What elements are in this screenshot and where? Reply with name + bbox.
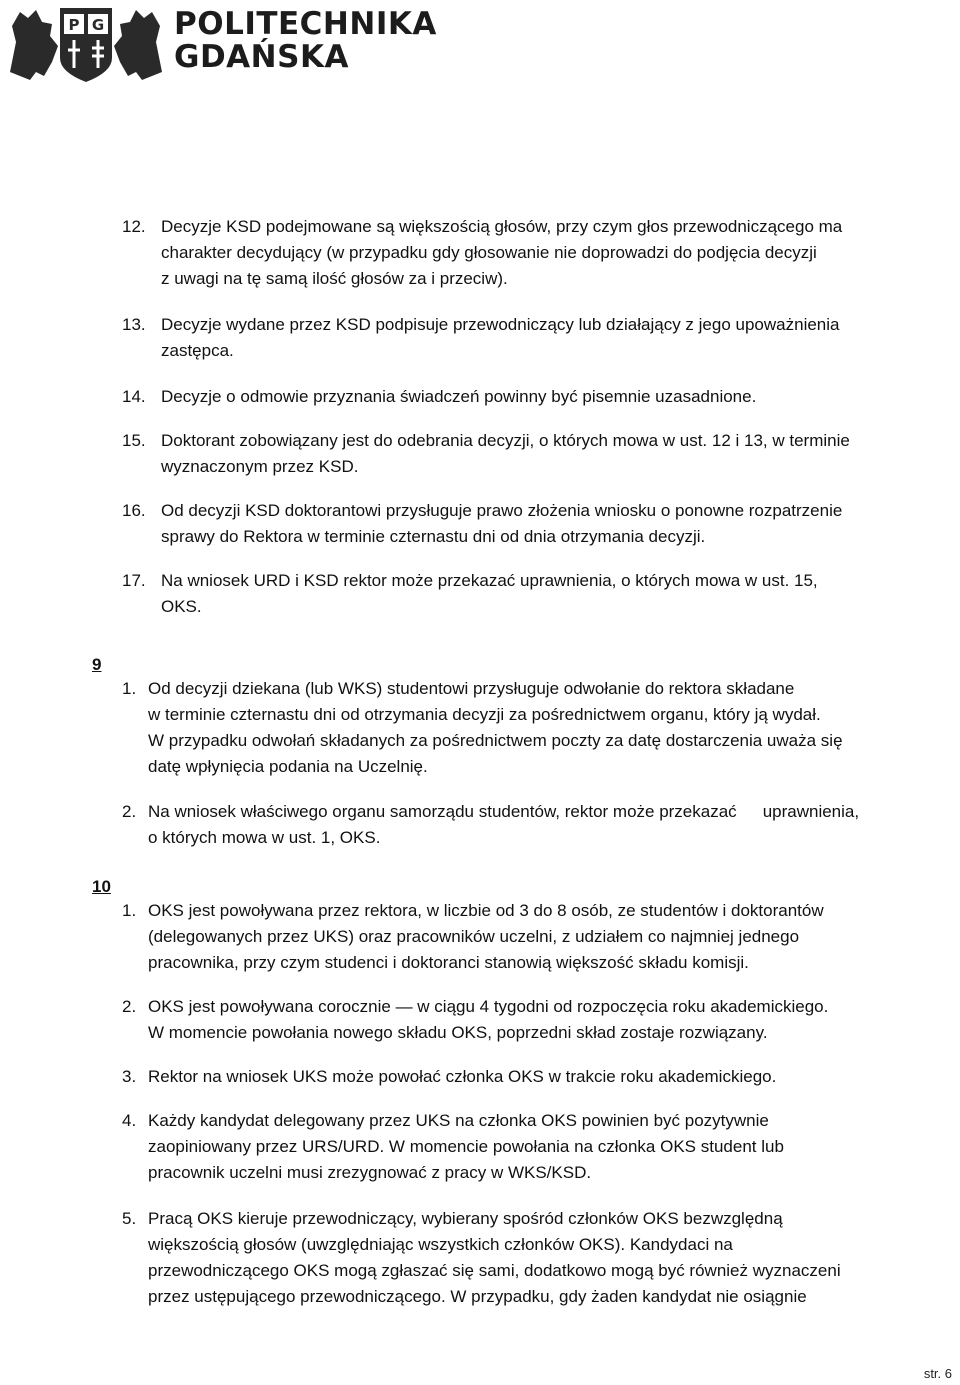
item-number: 17.	[122, 571, 146, 590]
logo-line-1: POLITECHNIKA	[174, 6, 437, 42]
item-text-line: wyznaczonym przez KSD.	[161, 457, 359, 476]
item-text-line: większością głosów (uwzględniając wszystkich członków OKS). Kandydaci na	[148, 1235, 733, 1254]
item-text-line: datę wpłynięcia podania na Uczelnię.	[148, 757, 428, 776]
item-text-line: OKS.	[161, 597, 202, 616]
item-text-line: OKS jest powoływana przez rektora, w liczbie od 3 do 8 osób, ze studentów i doktorantów	[148, 901, 824, 920]
item-text-line: charakter decydujący (w przypadku gdy głosowanie nie doprowadzi do podjęcia decyzji	[161, 243, 817, 262]
item-number: 12.	[122, 217, 146, 236]
section-heading-10: 10	[92, 877, 111, 896]
item-text-line: Pracą OKS kieruje przewodniczący, wybierany spośród członków OKS bezwzględną	[148, 1209, 783, 1228]
item-text-line: przewodniczącego OKS mogą zgłaszać się sami, dodatkowo mogą być również wyznaczeni	[148, 1261, 841, 1280]
item-text-line: w terminie czternastu dni od otrzymania decyzji za pośrednictwem organu, który ją wydał.	[148, 705, 821, 724]
item-number: 2.	[122, 802, 137, 821]
emblem-letter-p: P	[68, 16, 80, 34]
item-text-line: zastępca.	[161, 341, 234, 360]
item-text-line: W przypadku odwołań składanych za pośrednictwem poczty za datę dostarczenia uważa się	[148, 731, 843, 750]
logo-line-2: GDAŃSKA	[174, 39, 349, 75]
logo-wordmark	[174, 8, 437, 74]
item-number: 1.	[122, 679, 137, 698]
politechnika-gdanska-logo	[6, 2, 437, 84]
item-text-line: z uwagi na tę samą ilość głosów za i przeciw).	[161, 269, 508, 288]
item-text-line: Decyzje o odmowie przyznania świadczeń powinny być pisemnie uzasadnione.	[161, 387, 757, 406]
university-emblem-icon	[6, 2, 166, 84]
item-text-line: Doktorant zobowiązany jest do odebrania decyzji, o których mowa w ust. 12 i 13, w terminie	[161, 431, 850, 450]
item-text-line: sprawy do Rektora w terminie czternastu dni od dnia otrzymania decyzji.	[161, 527, 706, 546]
item-number: 16.	[122, 501, 146, 520]
page-number: str. 6	[923, 1366, 952, 1381]
item-text-line: o których mowa w ust. 1, OKS.	[148, 828, 381, 847]
item-text-line: Od decyzji dziekana (lub WKS) studentowi przysługuje odwołanie do rektora składane	[148, 679, 795, 698]
section-heading-9: 9	[92, 655, 102, 674]
item-number: 2.	[122, 997, 137, 1016]
item-text-line: Na wniosek właściwego organu samorządu studentów, rektor może przekazać	[148, 802, 737, 821]
item-number: 5.	[122, 1209, 137, 1228]
item-text-line: Decyzje wydane przez KSD podpisuje przewodniczący lub działający z jego upoważnienia	[161, 315, 840, 334]
item-text-line: Każdy kandydat delegowany przez UKS na członka OKS powinien być pozytywnie	[148, 1111, 769, 1130]
item-text-line: zaopiniowany przez URS/URD. W momencie powołania na członka OKS student lub	[148, 1137, 784, 1156]
item-number: 1.	[122, 901, 137, 920]
item-number: 13.	[122, 315, 146, 334]
item-text-line: pracownika, przy czym studenci i doktoranci stanowią większość składu komisji.	[148, 953, 749, 972]
item-text-line: Na wniosek URD i KSD rektor może przekazać uprawnienia, o których mowa w ust. 15,	[161, 571, 818, 590]
item-number: 14.	[122, 387, 146, 406]
item-number: 4.	[122, 1111, 137, 1130]
item-text-tail: uprawnienia,	[762, 802, 860, 821]
item-text-line: Od decyzji KSD doktorantowi przysługuje prawo złożenia wniosku o ponowne rozpatrzenie	[161, 501, 843, 520]
item-number: 3.	[122, 1067, 137, 1086]
item-text-line: OKS jest powoływana corocznie — w ciągu 4 tygodni od rozpoczęcia roku akademickiego.	[148, 997, 829, 1016]
emblem-letter-g: G	[91, 16, 105, 34]
item-text-line: Decyzje KSD podejmowane są większością głosów, przy czym głos przewodniczącego ma	[161, 217, 843, 236]
item-text-line: pracownik uczelni musi zrezygnować z pracy w WKS/KSD.	[148, 1163, 592, 1182]
item-text-line: (delegowanych przez UKS) oraz pracowników uczelni, z udziałem co najmniej jednego	[148, 927, 800, 946]
item-text-line: przez ustępującego przewodniczącego. W przypadku, gdy żaden kandydat nie osiągnie	[148, 1287, 807, 1306]
item-text-line: Rektor na wniosek UKS może powołać członka OKS w trakcie roku akademickiego.	[148, 1067, 777, 1086]
item-text-line: W momencie powołania nowego składu OKS, poprzedni skład zostaje rozwiązany.	[148, 1023, 768, 1042]
item-number: 15.	[122, 431, 146, 450]
